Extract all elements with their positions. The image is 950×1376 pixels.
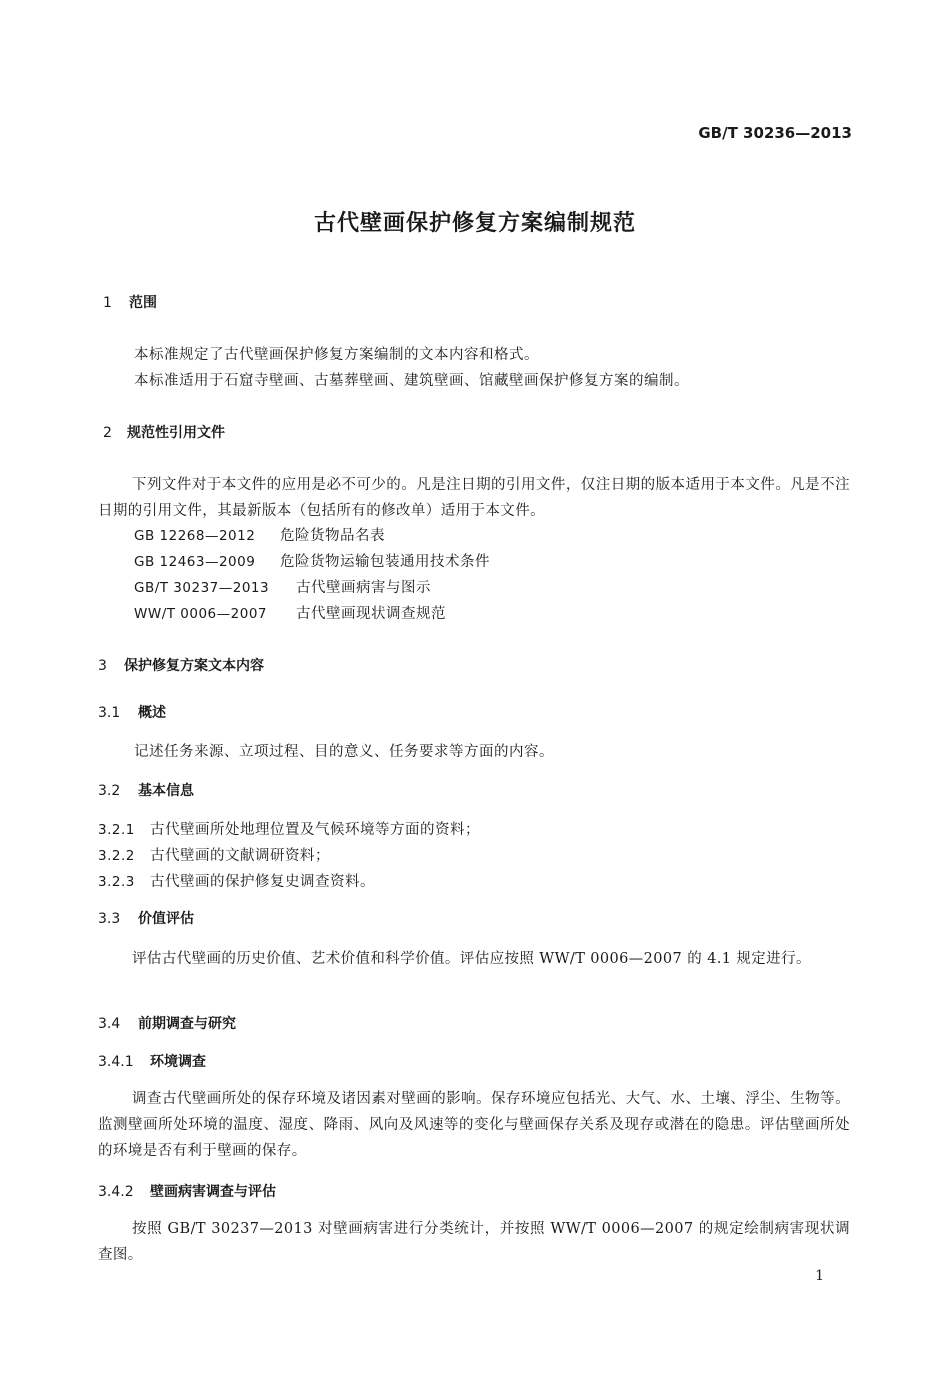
reference-code: GB/T 30237—2013 — [134, 580, 270, 596]
list-item — [98, 818, 480, 839]
paragraph: 按照 GB/T 30237—2013 对壁画病害进行分类统计，并按照 WW/T 0006—2007 的规定绘制病害现状调查图。 — [98, 1221, 850, 1263]
reference-name: 古代壁画现状调查规范 — [296, 606, 446, 622]
standard-code: GB/T 30236—2013 — [698, 124, 852, 142]
section-2-heading — [103, 422, 225, 442]
section-number: 1 — [103, 295, 112, 311]
section-number: 3.3 — [98, 911, 121, 927]
paragraph: 本标准适用于石窟寺壁画、古墓葬壁画、建筑壁画、馆藏壁画保护修复方案的编制。 — [134, 373, 689, 389]
reference-code: GB 12268—2012 — [134, 528, 256, 544]
section-title: 概述 — [138, 705, 166, 721]
reference-code: WW/T 0006—2007 — [134, 606, 267, 622]
subsection-3-4-2-heading — [98, 1181, 276, 1201]
section-title: 壁画病害调查与评估 — [150, 1184, 276, 1200]
reference-item — [134, 524, 385, 545]
item-number: 3.2.1 — [98, 822, 135, 838]
section-title: 规范性引用文件 — [127, 425, 225, 441]
page-number: 1 — [815, 1268, 824, 1284]
reference-name: 古代壁画病害与图示 — [296, 580, 431, 596]
paragraph: 调查古代壁画所处的保存环境及诸因素对壁画的影响。保存环境应包括光、大气、水、土壤、浮尘、生物等。监测壁画所处环境的温度、湿度、降雨、风向及风速等的变化与壁画保存关系及现存或潜在的隐患。评估壁画所处的环境是否有利于壁画的保存。 — [98, 1091, 850, 1159]
reference-item — [134, 576, 431, 597]
paragraph: 评估古代壁画的历史价值、艺术价值和科学价值。评估应按照 WW/T 0006—2007 的 4.1 规定进行。 — [132, 951, 811, 967]
section-number: 3 — [98, 658, 107, 674]
document-title: 古代壁画保护修复方案编制规范 — [313, 211, 636, 236]
section-3-heading — [98, 655, 264, 675]
paragraph: 下列文件对于本文件的应用是必不可少的。凡是注日期的引用文件，仅注日期的版本适用于本文件。凡是不注日期的引用文件，其最新版本（包括所有的修改单）适用于本文件。 — [98, 477, 850, 519]
section-number: 3.4.2 — [98, 1184, 134, 1200]
section-number: 3.4 — [98, 1016, 121, 1032]
paragraph: 本标准规定了古代壁画保护修复方案编制的文本内容和格式。 — [134, 347, 539, 363]
section-title: 价值评估 — [138, 911, 194, 927]
section-title: 基本信息 — [138, 783, 194, 799]
reference-code: GB 12463—2009 — [134, 554, 256, 570]
subsection-3-1-heading — [98, 702, 166, 722]
item-text: 古代壁画所处地理位置及气候环境等方面的资料； — [150, 822, 480, 838]
subsection-3-3-heading — [98, 908, 194, 928]
paragraph: 记述任务来源、立项过程、目的意义、任务要求等方面的内容。 — [134, 744, 554, 760]
item-text: 古代壁画的文献调研资料； — [150, 848, 330, 864]
list-item — [98, 844, 330, 865]
item-text: 古代壁画的保护修复史调查资料。 — [150, 874, 375, 890]
section-title: 范围 — [129, 295, 157, 311]
subsection-3-4-1-heading — [98, 1051, 206, 1071]
subsection-3-4-heading — [98, 1013, 236, 1033]
item-number: 3.2.2 — [98, 848, 135, 864]
item-number: 3.2.3 — [98, 874, 135, 890]
section-number: 3.4.1 — [98, 1054, 134, 1070]
reference-item — [134, 602, 446, 623]
section-title: 环境调查 — [150, 1054, 206, 1070]
list-item — [98, 870, 375, 891]
section-title: 保护修复方案文本内容 — [124, 658, 264, 674]
section-1-heading — [103, 292, 157, 312]
subsection-3-2-heading — [98, 780, 194, 800]
reference-name: 危险货物运输包装通用技术条件 — [280, 554, 490, 570]
section-number: 3.1 — [98, 705, 121, 721]
section-title: 前期调查与研究 — [138, 1016, 236, 1032]
reference-item — [134, 550, 490, 571]
section-number: 2 — [103, 425, 112, 441]
reference-name: 危险货物品名表 — [280, 528, 385, 544]
section-number: 3.2 — [98, 783, 121, 799]
